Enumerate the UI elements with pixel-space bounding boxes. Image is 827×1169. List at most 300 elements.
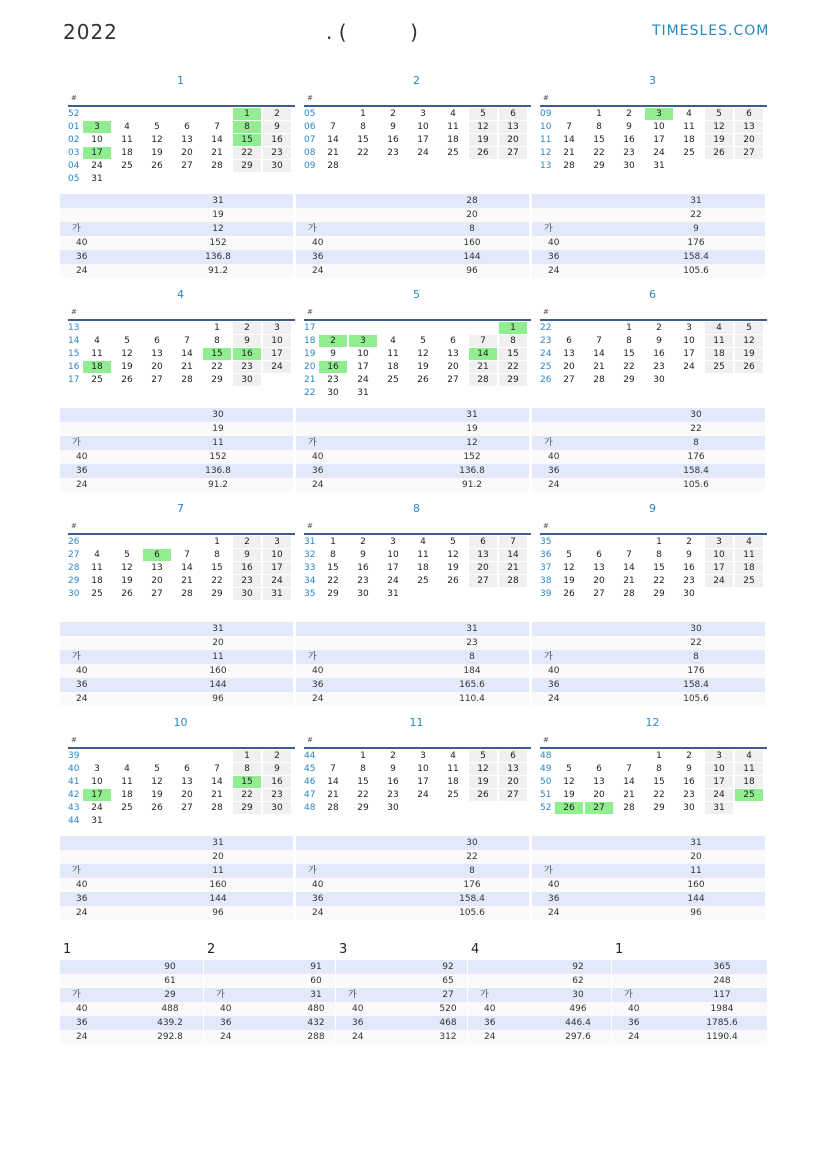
day-cell: 6 [143,549,171,561]
week-number: 15 [68,349,80,359]
stats-row [60,960,203,974]
stats-row [612,1030,767,1044]
stats-value: 22 [690,210,702,220]
site-logo[interactable]: TIMESLES.COM [652,23,770,39]
month-calendar [302,288,531,406]
day-cell: 1 [214,323,220,333]
week-number: 49 [540,764,552,774]
day-cell: 27 [563,375,575,385]
month-stats [296,408,529,492]
stats-label: 24 [548,908,560,918]
day-cell: 7 [626,550,632,560]
week-number: 10 [540,122,552,132]
stats-label: 40 [352,1004,364,1014]
day-cell: 4 [450,109,456,119]
empty-day-cell [469,322,497,334]
stats-row [532,906,765,920]
day-cell: 15 [593,135,605,145]
month-stats [296,194,529,278]
day-cell: 20 [735,134,763,146]
day-cell: 13 [181,135,193,145]
day-cell: 20 [181,148,193,158]
stats-row [60,222,293,236]
empty-day-cell [233,173,261,185]
day-cell: 3 [420,109,426,119]
week-number: 29 [68,576,80,586]
empty-day-cell [735,802,763,814]
empty-day-cell [585,536,613,548]
empty-day-cell [203,108,231,120]
stats-row [60,974,203,988]
stats-row [60,636,293,650]
day-cell: 1 [233,108,261,120]
day-cell: 15 [327,563,339,573]
day-cell: 17 [83,147,111,159]
week-number: 40 [68,764,80,774]
stats-label: 가 [72,438,81,448]
month-calendar [538,502,767,620]
day-cell: 3 [645,108,673,120]
day-cell: 19 [735,348,763,360]
week-number: 52 [68,109,80,119]
day-cell: 23 [387,148,399,158]
day-cell: 18 [735,562,763,574]
day-cell: 29 [233,160,261,172]
stats-row [468,960,611,974]
day-cell: 3 [686,323,692,333]
day-cell: 4 [124,764,130,774]
week-number: 06 [304,122,316,132]
day-cell: 16 [387,777,399,787]
day-cell: 22 [357,148,369,158]
day-cell: 25 [683,148,695,158]
empty-day-cell [555,108,583,120]
day-cell: 25 [735,789,763,801]
day-cell: 19 [121,362,133,372]
day-cell: 27 [499,789,527,801]
stats-row [204,1002,335,1016]
day-cell: 10 [705,763,733,775]
week-number: 22 [540,323,552,333]
empty-day-cell [83,536,111,548]
week-number: 45 [304,764,316,774]
empty-day-cell [735,374,763,386]
day-cell: 9 [360,550,366,560]
empty-day-cell [173,815,201,827]
day-cell: 29 [593,161,605,171]
day-cell: 11 [121,777,133,787]
day-cell: 8 [596,122,602,132]
stats-label: 40 [548,666,560,676]
empty-day-cell [555,536,583,548]
day-cell: 21 [623,790,635,800]
day-cell: 7 [566,122,572,132]
day-cell: 28 [211,161,223,171]
stats-value: 176 [687,452,705,462]
stats-row [468,974,611,988]
stats-label: 36 [220,1018,232,1028]
day-cell: 22 [653,576,665,586]
stats-label: 36 [548,894,560,904]
day-cell: 30 [263,802,291,814]
day-cell: 3 [705,536,733,548]
day-cell: 25 [735,575,763,587]
day-cell: 3 [263,322,291,334]
stats-row [296,650,529,664]
stats-value: 292.8 [157,1032,183,1042]
stats-row [532,236,765,250]
stats-row [60,208,293,222]
day-cell: 24 [653,148,665,158]
stats-value: 136.8 [205,466,231,476]
empty-day-cell [233,815,261,827]
day-cell: 16 [683,777,695,787]
day-cell: 2 [626,109,632,119]
day-cell: 30 [263,160,291,172]
stats-row [296,692,529,706]
stats-label: 가 [72,866,81,876]
stats-row [296,450,529,464]
stats-value: 30 [690,624,702,634]
week-number-header: # [543,736,549,744]
stats-value: 160 [463,238,481,248]
stats-value: 31 [212,624,224,634]
stats-value: 520 [439,1004,457,1014]
week-number: 28 [68,563,80,573]
stats-value: 92 [442,962,454,972]
day-cell: 23 [233,575,261,587]
week-number-header: # [71,308,77,316]
day-cell: 21 [563,148,575,158]
stats-value: 62 [572,976,584,986]
stats-row [296,464,529,478]
day-cell: 27 [585,802,613,814]
day-cell: 13 [593,563,605,573]
day-cell: 9 [263,763,291,775]
month-stats [60,622,293,706]
summary-stats [468,960,611,1044]
day-cell: 8 [656,550,662,560]
stats-row [296,236,529,250]
day-cell: 3 [390,537,396,547]
stats-label: 36 [548,680,560,690]
day-cell: 9 [263,121,291,133]
day-cell: 29 [357,803,369,813]
day-cell: 28 [593,375,605,385]
week-number-header: # [71,736,77,744]
stats-label: 40 [76,880,88,890]
day-cell: 30 [233,588,261,600]
summary-title: 3 [339,942,348,957]
stats-value: 158.4 [683,252,709,262]
day-cell: 16 [387,135,399,145]
stats-row [296,222,529,236]
week-number: 17 [68,375,80,385]
day-cell: 28 [623,803,635,813]
day-cell: 13 [499,121,527,133]
stats-value: 22 [690,424,702,434]
day-cell: 4 [705,322,733,334]
day-cell: 12 [563,777,575,787]
day-cell: 27 [151,589,163,599]
stats-label: 40 [484,1004,496,1014]
day-cell: 12 [469,121,497,133]
day-cell: 3 [705,750,733,762]
day-cell: 22 [327,576,339,586]
day-cell: 10 [357,349,369,359]
stats-label: 40 [628,1004,640,1014]
day-cell: 10 [91,135,103,145]
day-cell: 8 [360,764,366,774]
day-cell: 25 [121,161,133,171]
stats-row [60,436,293,450]
stats-row [296,636,529,650]
day-cell: 20 [447,362,459,372]
day-cell: 4 [450,751,456,761]
stats-value: 91.2 [207,480,229,490]
week-number: 33 [304,563,316,573]
stats-row [532,836,765,850]
stats-label: 가 [72,652,81,662]
week-number: 26 [68,537,80,547]
empty-day-cell [319,322,347,334]
day-cell: 8 [360,122,366,132]
day-cell: 2 [233,322,261,334]
empty-day-cell [143,322,171,334]
stats-label: 40 [76,666,88,676]
stats-label: 36 [312,680,324,690]
stats-value: 165.6 [459,680,485,690]
day-cell: 4 [390,336,396,346]
day-cell: 12 [151,135,163,145]
stats-value: 19 [212,424,224,434]
day-cell: 18 [683,135,695,145]
day-cell: 6 [154,336,160,346]
empty-day-cell [349,160,377,172]
empty-day-cell [439,802,467,814]
day-cell: 20 [593,576,605,586]
day-cell: 22 [653,790,665,800]
stats-value: 176 [463,880,481,890]
day-cell: 18 [387,362,399,372]
stats-row [204,960,335,974]
empty-day-cell [675,160,703,172]
stats-value: 31 [212,838,224,848]
week-number: 35 [540,537,552,547]
stats-row [532,264,765,278]
day-cell: 26 [121,375,133,385]
day-cell: 5 [705,108,733,120]
day-cell: 5 [566,550,572,560]
stats-row [60,408,293,422]
stats-label: 24 [628,1032,640,1042]
empty-day-cell [409,802,437,814]
month-divider [304,747,531,749]
stats-row [532,478,765,492]
week-number: 18 [304,336,316,346]
stats-label: 36 [76,894,88,904]
stats-row [60,1002,203,1016]
stats-row [612,960,767,974]
day-cell: 20 [593,790,605,800]
day-cell: 7 [330,764,336,774]
day-cell: 11 [447,764,459,774]
stats-value: 19 [466,424,478,434]
day-cell: 5 [469,750,497,762]
month-title: 9 [649,502,656,515]
stats-row [532,678,765,692]
stats-row [532,864,765,878]
day-cell: 10 [683,336,695,346]
day-cell: 7 [596,336,602,346]
stats-value: 312 [439,1032,457,1042]
empty-day-cell [469,588,497,600]
stats-label: 40 [548,880,560,890]
day-cell: 9 [233,335,261,347]
day-cell: 19 [151,148,163,158]
stats-value: 8 [469,866,475,876]
day-cell: 9 [233,549,261,561]
day-cell: 13 [563,349,575,359]
stats-value: 160 [687,880,705,890]
stats-value: 8 [693,438,699,448]
stats-value: 11 [212,866,224,876]
month-calendar [302,716,531,834]
day-cell: 1 [656,751,662,761]
day-cell: 15 [357,777,369,787]
stats-row [468,1030,611,1044]
stats-label: 40 [312,452,324,462]
day-cell: 23 [327,375,339,385]
day-cell: 23 [387,790,399,800]
week-number: 17 [304,323,316,333]
stats-row [296,892,529,906]
empty-day-cell [675,374,703,386]
day-cell: 19 [469,776,497,788]
day-cell: 12 [735,335,763,347]
stats-row [296,208,529,222]
month-calendar [538,74,767,192]
stats-value: 8 [693,652,699,662]
day-cell: 15 [653,563,665,573]
month-calendar [538,288,767,406]
week-number: 05 [68,174,80,184]
day-cell: 15 [203,348,231,360]
empty-day-cell [203,815,231,827]
month-divider [68,319,295,321]
day-cell: 2 [390,751,396,761]
day-cell: 6 [184,122,190,132]
stats-row [60,422,293,436]
day-cell: 12 [121,563,133,573]
day-cell: 12 [417,349,429,359]
day-cell: 20 [499,134,527,146]
day-cell: 1 [656,537,662,547]
week-number: 05 [304,109,316,119]
day-cell: 10 [705,549,733,561]
week-number: 41 [68,777,80,787]
day-cell: 11 [447,122,459,132]
day-cell: 23 [653,362,665,372]
empty-day-cell [263,374,291,386]
empty-day-cell [409,588,437,600]
empty-day-cell [83,108,111,120]
stats-value: 31 [466,410,478,420]
day-cell: 1 [499,322,527,334]
stats-label: 24 [76,694,88,704]
day-cell: 2 [656,323,662,333]
empty-day-cell [379,387,407,399]
day-cell: 5 [154,764,160,774]
stats-row [532,194,765,208]
stats-value: 30 [572,990,584,1000]
day-cell: 27 [181,161,193,171]
day-cell: 28 [563,161,575,171]
empty-day-cell [499,160,527,172]
empty-day-cell [173,108,201,120]
stats-value: 96 [466,266,478,276]
stats-row [296,478,529,492]
day-cell: 30 [653,375,665,385]
day-cell: 25 [705,361,733,373]
day-cell: 6 [566,336,572,346]
stats-label: 40 [548,452,560,462]
day-cell: 31 [91,816,103,826]
day-cell: 5 [420,336,426,346]
day-cell: 25 [417,576,429,586]
week-number: 20 [304,362,316,372]
month-title: 8 [413,502,420,515]
day-cell: 8 [214,550,220,560]
empty-day-cell [113,750,141,762]
stats-row [60,678,293,692]
week-number: 02 [68,135,80,145]
week-number: 13 [540,161,552,171]
stats-row [532,650,765,664]
day-cell: 11 [735,763,763,775]
day-cell: 5 [566,764,572,774]
stats-value: 176 [687,238,705,248]
week-number-header: # [307,522,313,530]
month-divider [68,533,295,535]
stats-row [336,1016,467,1030]
stats-row [336,1002,467,1016]
day-cell: 4 [735,750,763,762]
day-cell: 6 [469,536,497,548]
empty-day-cell [173,322,201,334]
day-cell: 19 [151,790,163,800]
day-cell: 8 [214,336,220,346]
stats-label: 24 [312,266,324,276]
month-stats [296,836,529,920]
week-number: 32 [304,550,316,560]
day-cell: 17 [653,135,665,145]
month-calendar [302,502,531,620]
week-number: 26 [540,375,552,385]
day-cell: 9 [330,349,336,359]
day-cell: 22 [357,790,369,800]
day-cell: 14 [469,348,497,360]
day-cell: 10 [263,549,291,561]
stats-row [532,208,765,222]
day-cell: 17 [683,349,695,359]
day-cell: 2 [686,537,692,547]
summary-stats [612,960,767,1044]
stats-row [60,850,293,864]
stats-row [296,836,529,850]
day-cell: 13 [151,349,163,359]
day-cell: 22 [211,576,223,586]
